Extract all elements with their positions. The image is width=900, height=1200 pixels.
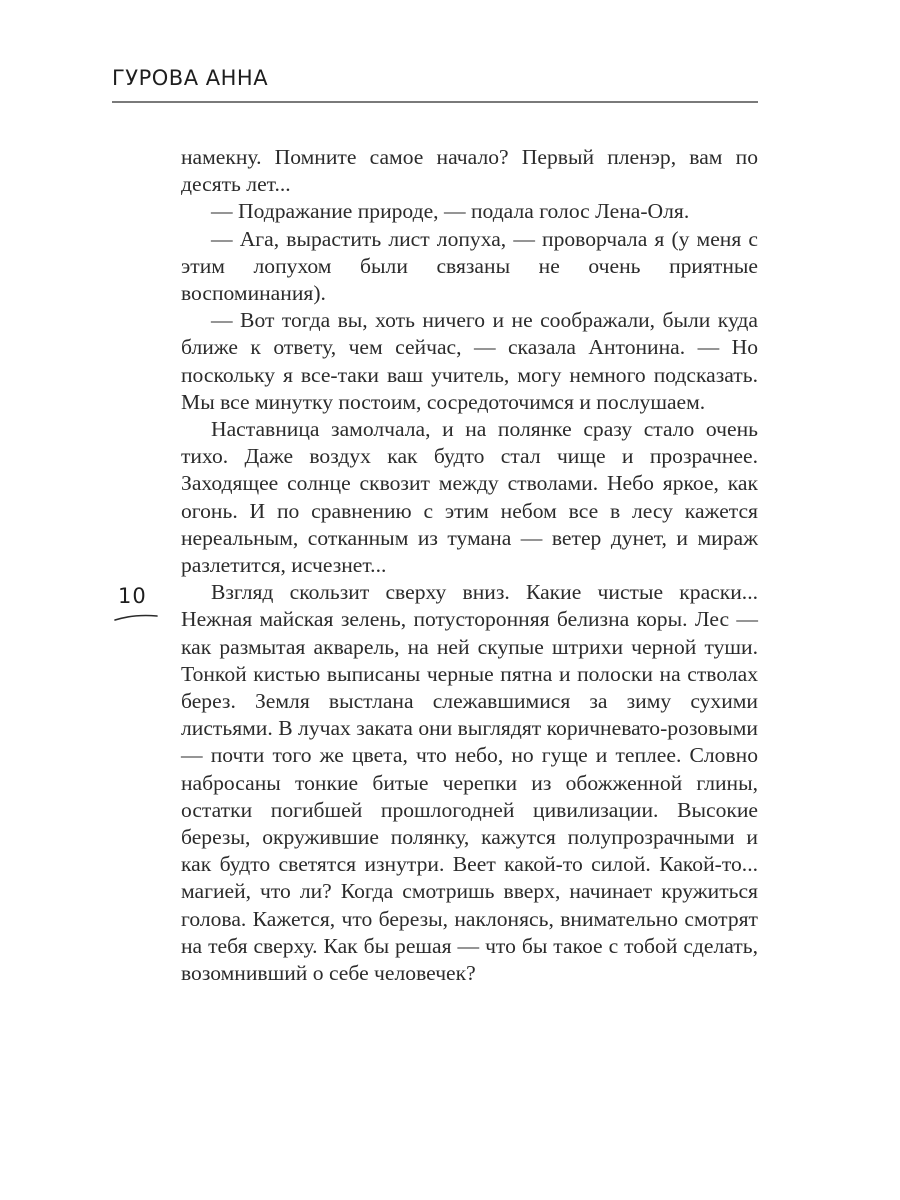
- page-number: 10: [118, 584, 147, 608]
- paragraph: — Вот тогда вы, хоть ничего и не соображали, были куда ближе к ответу, чем сейчас, — сказала Антонина. — Но поскольку я все-таки ваш учитель, могу немного подсказать. Мы все минутку постоим, сосредоточимся и послушаем.: [181, 308, 758, 414]
- running-head-author: ГУРОВА АННА: [112, 66, 269, 90]
- paragraph: — Подражание природе, — подала голос Лена-Оля.: [211, 199, 690, 224]
- page-number-swash-icon: [114, 612, 158, 622]
- header-rule: [112, 101, 758, 103]
- body-text: [181, 144, 758, 987]
- paragraph: Взгляд скользит сверху вниз. Какие чистые краски... Нежная майская зелень, потусторонняя белизна коры. Лес — как размытая акварель, на ней скупые штрихи черной туши. Тонкой кистью выписаны черные пятна и полоски на стволах берез. Земля выстлана слежавшимися за зиму сухими листьями. В лучах заката они выглядят коричневато-розовыми — почти того же цвета, что небо, но гуще и теплее. Словно набросаны тонкие битые черепки из обожженной глины, остатки погибшей прошлогодней цивилизации. Высокие березы, окружившие полянку, кажутся полупрозрачными и как будто светятся изнутри. Веет какой-то силой. Какой-то... магией, что ли? Когда смотришь вверх, начинает кружиться голова. Кажется, что березы, наклонясь, внимательно смотрят на тебя сверху. Как бы решая — что бы такое с тобой сделать, возомнивший о себе человечек?: [181, 580, 758, 986]
- paragraph: намекну. Помните самое начало? Первый пленэр, вам по десять лет...: [181, 145, 758, 197]
- paragraph: Наставница замолчала, и на полянке сразу стало очень тихо. Даже воздух как будто стал чище и прозрачнее. Заходящее солнце сквозит между стволами. Небо яркое, как огонь. И по сравнению с этим небом все в лесу кажется нереальным, сотканным из тумана — ветер дунет, и мираж разлетится, исчезнет...: [181, 417, 758, 578]
- paragraph: — Ага, вырастить лист лопуха, — проворчала я (у меня с этим лопухом были связаны не очень приятные воспоминания).: [181, 226, 758, 306]
